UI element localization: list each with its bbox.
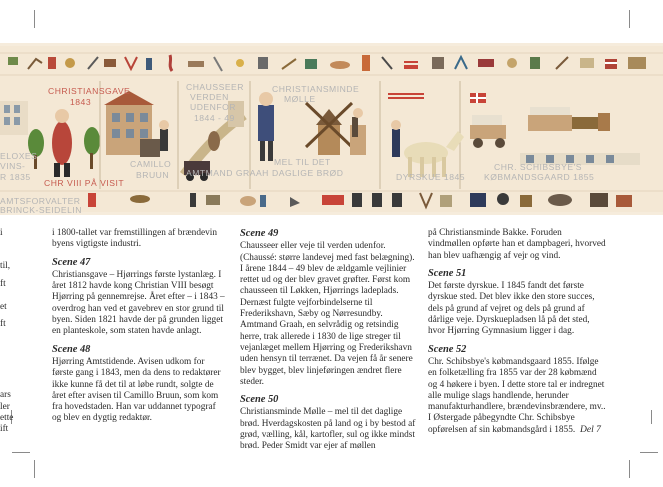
text-column-1 bbox=[52, 228, 227, 430]
edge-line: ft bbox=[0, 278, 6, 289]
label-chausseer: CHAUSSEER bbox=[186, 82, 244, 92]
edge-line: ars bbox=[0, 390, 11, 401]
label-camillo: CAMILLO bbox=[130, 159, 172, 169]
crop-mark-top-right bbox=[629, 10, 630, 28]
scene-50-heading: Scene 50 bbox=[240, 394, 279, 406]
scene-49-heading: Scene 49 bbox=[240, 228, 279, 239]
scene-47-text: Christiansgave – Hjørrings første lystanlæg. I året 1812 havde kong Christian VIII besøgt Hjørring på gennemrejse. Året efter – i 1843 – overdrog han ved et gavebrev en stor grund til byen. Siden 1821 havde der på grunden ligget en planteskole, som staten havde anlagt. bbox=[52, 269, 225, 337]
left-edge-fragments bbox=[0, 228, 12, 436]
scene-52-heading: Scene 52 bbox=[428, 343, 467, 355]
text-column-2 bbox=[240, 228, 416, 458]
edge-line: ft bbox=[0, 319, 6, 330]
label-schibsbye: CHR. SCHIBSBYE'S bbox=[494, 162, 582, 172]
edge-line: ette bbox=[0, 413, 14, 424]
crop-mark-bottom-left bbox=[34, 460, 35, 478]
label-daglige: DAGLIGE BRØD bbox=[272, 168, 344, 178]
label-vins: VINS- bbox=[0, 161, 26, 171]
col3-intro: på Christiansminde Bakke. Foruden vindmøllen opførte han et dampbageri, hvorved han blev uafhængig af vejr og vind. bbox=[428, 228, 606, 261]
col1-intro: i 1800-tallet var fremstillingen af brændevin byens vigtigste industri. bbox=[52, 228, 217, 250]
scene-52-text: Chr. Schibsbye's købmandsgaard 1855. Ifølge en folketælling fra 1855 var der 28 købmænd og 4 høkere i byen. I dette store tal er indregnet alle mulige slags handlende, herunder manufakturhandlere, brændevinsbrændere, mv.. I Østergade påbegyndte Chr. Schibsbye opførelsen af sin købmandsgård i 1855. bbox=[428, 356, 606, 435]
label-christiansgave: CHRISTIANSGAVE bbox=[48, 86, 131, 96]
label-christiansminde: CHRISTIANSMINDE bbox=[272, 84, 360, 94]
crop-mark-bottom-left-h bbox=[12, 452, 30, 453]
edge-line: et bbox=[0, 301, 7, 312]
label-udenfor: UDENFOR bbox=[190, 102, 236, 112]
scene-48-heading: Scene 48 bbox=[52, 343, 91, 355]
tapestry-illustration bbox=[0, 43, 663, 215]
scene-50-text: Christiansminde Mølle – mel til det daglige brød. Hverdagskosten på land og i by bestod af grød, vælling, kål, kartofler, sul og ikke mindst brød. Peder Smidt var ejer af møllen bbox=[240, 407, 416, 452]
label-chr8-visit: CHR VIII PÅ VISIT bbox=[44, 178, 125, 188]
label-eloxes: ELOXES bbox=[0, 151, 38, 161]
label-amtmand: AMTMAND GRAAH bbox=[186, 168, 269, 178]
crop-mark-bottom-right-h bbox=[640, 452, 658, 453]
label-years-chaussee: 1844 - 49 bbox=[194, 113, 235, 123]
scene-49-text: Chausseer eller veje til verden udenfor. (Chaussé: større landevej med fast belægning). I årene 1844 – 49 blev de ældgamle vejlinier rettet ud og der blev gravet grøfter. Først kom chausseen til Løkken, Hjørrings ladeplads. Dernæst fulgte vejforbindelserne til Frederikshavn, Sæby og Nørresundby. Amtmand Graah, en selvrådig og retsindig herre, trak allerede i 1830 de lige streger til vejanlæget mellem Hjørring og Frederikshavn uden hensyn til terrænet. Da vejen få år senere blev bygget, blev linjeføringen ændret flere steder. bbox=[240, 241, 415, 387]
label-1843: 1843 bbox=[70, 97, 92, 107]
label-molle: MØLLE bbox=[284, 94, 316, 104]
label-verden: VERDEN bbox=[190, 92, 229, 102]
label-kobmandsgaard: KØBMANDSGAARD 1855 bbox=[484, 172, 595, 182]
scene-48-text: Hjørring Amtstidende. Avisen udkom for første gang i 1843, men da dens to redaktører ikke kunne få det til at løbe rundt, solgte de året efter avisen til Camillo Bruun, som kom fra hovedstaden. Han var uddannet typograf og blev en dygtig redaktør. bbox=[52, 356, 221, 424]
scene-51-heading: Scene 51 bbox=[428, 267, 467, 279]
edge-line: til, bbox=[0, 261, 11, 272]
scene-51-text: Det første dyrskue. I 1845 fandt det første dyrskue sted. Det blev ikke den store succes, dels på grund af vejret og dels på grund af dårlige veje. Dyrskuepladsen lå på det sted, hvor Hjørring Gymnasium ligger i dag. bbox=[428, 281, 595, 337]
text-column-3 bbox=[428, 228, 606, 441]
edge-line: ift bbox=[0, 424, 9, 435]
crop-mark-mid-right bbox=[651, 410, 652, 424]
label-dyrskue: DYRSKUE 1845 bbox=[396, 172, 466, 182]
page-label: Del 7 bbox=[580, 425, 601, 435]
label-amtsforvalter: AMTSFORVALTER bbox=[0, 196, 81, 206]
crop-mark-bottom-right bbox=[629, 460, 630, 478]
crop-mark-top-left bbox=[34, 10, 35, 28]
scene-47-heading: Scene 47 bbox=[52, 256, 91, 268]
label-bruun: BRUUN bbox=[136, 170, 170, 180]
label-brinck: BRINCK-SEIDELIN bbox=[0, 205, 82, 215]
edge-line: i bbox=[0, 228, 3, 238]
label-1835: R 1835 bbox=[0, 172, 31, 182]
label-mel: MEL TIL DET bbox=[274, 157, 331, 167]
edge-line: ler bbox=[0, 401, 10, 412]
